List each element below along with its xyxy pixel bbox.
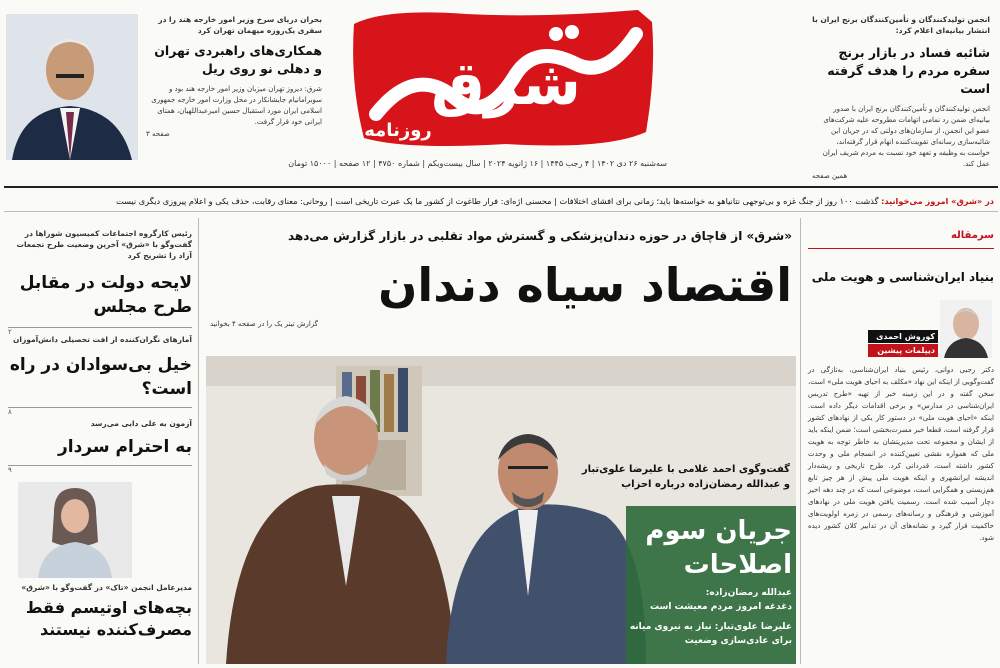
quote-line: دغدغه امروز مردم معیشت است bbox=[650, 602, 792, 612]
story-body: انجمن تولیدکنندگان و تأمین‌کنندگان برنج ایران با صدور بیانیه‌ای ضمن رد تمامی اتهامات مطروحه علیه شرکت‌های عضو این انجمن، از سازمان‌های دولتی که در جریان این شائبه‌سازی رسانه‌ای تقویت‌کننده اتهام قرار گرفته‌اند، خواست به وظیفه و تعهد خود نسبت به مردم شریف ایران عمل کند. bbox=[822, 105, 990, 168]
quote-line: علیرضا علوی‌تبار: نیاز به نیروی میانه bbox=[629, 622, 792, 632]
interview-quotes bbox=[626, 586, 792, 648]
story-kicker: آزمون به علی دایی می‌رسد bbox=[90, 419, 192, 428]
interview-intro-line: گفت‌وگوی احمد غلامی با علیرضا علوی‌تبار bbox=[581, 464, 790, 475]
todays-highlights-bar[interactable] bbox=[4, 186, 998, 212]
page-reference: صفحه ۳ bbox=[146, 130, 170, 138]
highlights-text: گذشت ۱۰۰ روز از جنگ غزه و بی‌توجهی نتانیاهو به خواسته‌ها باید؛ زمانی برای افشای اختلافات | محسنی اژه‌ای: فرار طاغوت از کشور ما یک عبرت تاریخی است | روحانی: معنای رقابت، حذف یکی و اعلام پیروزی دیگری نیست bbox=[116, 196, 879, 206]
main-story[interactable] bbox=[208, 226, 792, 330]
column-divider bbox=[800, 218, 801, 664]
logo-small-text: روزنامه bbox=[364, 120, 432, 141]
left-story-photo bbox=[18, 482, 132, 578]
quote-line: برای عادی‌سازی وضعیت bbox=[684, 636, 792, 646]
left-story-1[interactable] bbox=[8, 228, 192, 336]
interview-title-line: اصلاحات bbox=[683, 550, 792, 580]
main-kicker: «شرق» از قاچاق در حوزه دندان‌پزشکی و گسترش مواد تقلبی در بازار گزارش می‌دهد bbox=[287, 229, 792, 243]
story-headline[interactable]: همکاری‌های راهبردی تهران و دهلی نو روی ریل bbox=[154, 43, 322, 76]
story-headline[interactable]: بچه‌های اوتیسم فقط مصرف‌کننده نیستند bbox=[25, 598, 192, 639]
column-divider bbox=[198, 218, 199, 664]
interview-title-line: جریان سوم bbox=[645, 516, 792, 546]
story-kicker: انجمن تولیدکنندگان و تأمین‌کنندگان برنج ایران با انتشار بیانیه‌ای اعلام کرد: bbox=[812, 15, 990, 35]
left-story-3[interactable] bbox=[8, 418, 192, 474]
editorial-column[interactable] bbox=[808, 228, 994, 287]
story-body: شرق: دیروز تهران میزبان وزیر امور خارجه هند بود و سوبرامانیام جایشانکار در محل وزارت امور خارجه جمهوری اسلامی ایران مورد استقبال حسین امیرعبداللهیان، همتای ایرانی خود قرار گرفت. bbox=[151, 85, 322, 126]
top-right-story[interactable] bbox=[812, 14, 990, 182]
main-headline[interactable]: اقتصاد سیاه دندان bbox=[378, 258, 792, 312]
editorial-headline[interactable]: بنیاد ایران‌شناسی و هویت ملی bbox=[811, 270, 994, 284]
story-kicker: آمارهای نگران‌کننده از افت تحصیلی دانش‌آموزان bbox=[12, 335, 192, 344]
story-headline[interactable]: لایحه دولت در مقابل طرح مجلس bbox=[19, 273, 192, 317]
interview-intro bbox=[520, 462, 790, 492]
interview-intro-line: و عبدالله رمضان‌زاده درباره احزاب bbox=[621, 479, 790, 490]
author-photo bbox=[940, 300, 992, 358]
editorial-section-label: سرمقاله bbox=[808, 228, 994, 249]
editorial-body: دکتر رجبی دوانی، رئیس بنیاد ایران‌شناسی، به‌تازگی در گفت‌وگویی از اینکه این نهاد «مکلف به احیای هویت ملی» است، سخن گفته و در این زمینه خبر از تهیه «طرح تدریس ایران‌شناسی در مدارس» و برخی اقدامات دیگر داده است. اینکه «احیای هویت ملی» در دستور کار یکی از نهادهای کشور قرار گرفته است، قطعا خبر مسرت‌بخشی است؛ ضمن اینکه باید از ایشان و مجموعه تحت مدیریتشان به خاطر توجه به هویت ملی که همواره نقشی تعیین‌کننده در انسجام ملی و وحدت کشور داشته است، قدردانی کرد. طرح تاریخی و ریشه‌دار اندیشه ایرانشهری و اینکه هویت ملی پیش از هر چیز تابع هم‌زیستی و همگرایی است، موضوعی است که در چند دهه اخیر دچار آسیب شده است. رسمیت یافتن هویت ملی در نهادهای آموزشی و فرهنگی و رسانه‌های رسمی در زمره اولویت‌های حاکمیت قرار گیرد و نشانه‌های آن در تدابیر کلان کشور دیده شود. bbox=[808, 366, 994, 542]
date-line: سه‌شنبه ۲۶ دی ۱۴۰۲ | ۴ رجب ۱۴۴۵ | ۱۶ ژانویه ۲۰۲۴ | سال بیست‌ویکم | شماره ۴۷۵۰ | ۱۲ صفحه | ۱۵۰۰۰ تومان bbox=[288, 159, 667, 168]
newspaper-logo[interactable] bbox=[346, 4, 662, 154]
left-story-2[interactable] bbox=[8, 334, 192, 416]
author-byline bbox=[868, 330, 938, 357]
story-headline[interactable]: خیل بی‌سوادان در راه است؟ bbox=[9, 355, 192, 399]
left-story-4[interactable] bbox=[8, 582, 192, 641]
page-number: ۸ bbox=[8, 407, 192, 416]
story-headline[interactable]: به احترام سردار bbox=[57, 437, 192, 457]
author-name: کوروش احمدی bbox=[868, 330, 938, 343]
quote-line: عبدالله رمضان‌زاده: bbox=[705, 588, 792, 598]
main-reference: گزارش تیتر یک را در صفحه ۴ بخوانید bbox=[210, 320, 319, 328]
highlights-tag: در «شرق» امروز می‌خوانید: bbox=[881, 196, 994, 206]
interview-title[interactable] bbox=[630, 514, 792, 582]
page-number: ۹ bbox=[8, 465, 192, 474]
story-headline[interactable]: شائبه فساد در بازار برنج سفره مردم را هدف گرفته است bbox=[827, 45, 990, 96]
page-number: ۲ bbox=[8, 327, 192, 336]
top-left-photo bbox=[6, 14, 138, 160]
author-title: دیپلمات پیشین bbox=[868, 344, 938, 357]
page-reference: همین صفحه bbox=[812, 172, 848, 180]
story-kicker: رئیس کارگروه اجتماعات کمیسیون شوراها در گفت‌وگو با «شرق» آخرین وضعیت طرح تجمعات آزاد را تشریح کرد bbox=[16, 229, 192, 260]
top-left-story[interactable] bbox=[146, 14, 322, 140]
story-kicker: بحران دریای سرخ وزیر امور خارجه هند را در سفری یک‌روزه میهمان تهران کرد bbox=[158, 15, 322, 35]
logo-large-text: شرق bbox=[431, 49, 581, 119]
story-kicker: مدیرعامل انجمن «تاک» در گفت‌وگو با «شرق» bbox=[21, 583, 192, 592]
